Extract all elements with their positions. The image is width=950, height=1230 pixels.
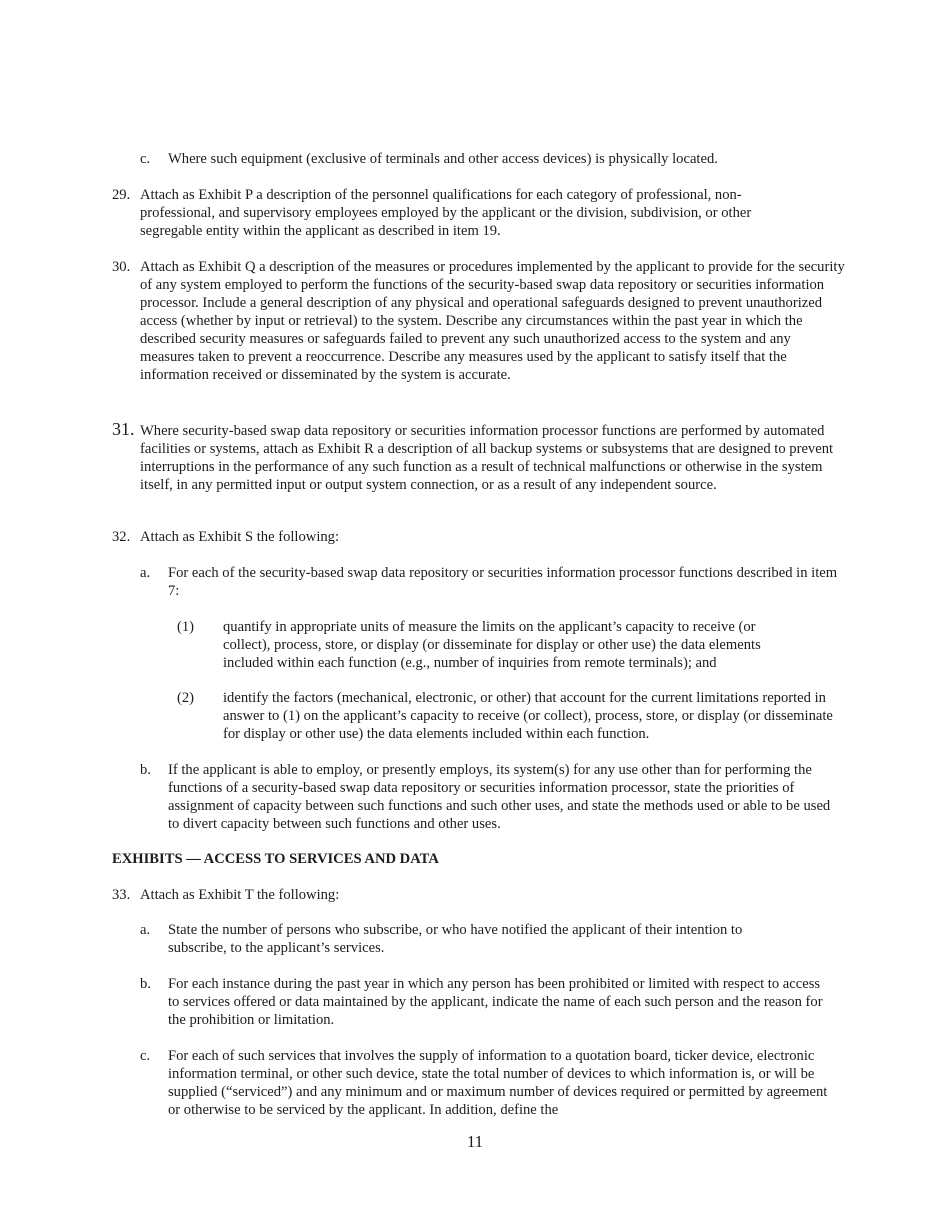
item-32a1-text: quantify in appropriate units of measure the limits on the applicant’s capacity to receive (or collect), process, store, or display (or disseminate for display or other use) the data elements included within each function (e.g., number of inquiries from remote terminals); and [223,619,761,671]
item-31-label: 31. [112,419,135,439]
item-32a2-label: (2) [177,690,195,706]
item-33c-label: c. [140,1048,151,1064]
item-33b-text: For each instance during the past year in which any person has been prohibited or limited with respect to access to services offered or data maintained by the applicant, indicate the name of each such person and the reason for the prohibition or limitation. [168,976,823,1028]
page-number: 11 [466,1132,484,1151]
item-32a1-label: (1) [177,619,195,635]
item-32-label: 32. [112,529,131,545]
item-32a-text: For each of the security-based swap data repository or securities information processor functions described in item 7: [168,565,838,599]
item-33b-label: b. [140,976,151,992]
item-31-text: Where security-based swap data repository or securities information processor functions are performed by automated facilities or systems, attach as Exhibit R a description of all backup systems or subsystems that are designed to prevent interruptions in the performance of any such function as a result of technical malfunctions or otherwise in the system itself, in any permitted input or output system connection, or as a result of any independent source. [140,423,834,493]
item-33-label: 33. [112,887,131,903]
item-33-text: Attach as Exhibit T the following: [140,887,340,903]
item-28c-text: Where such equipment (exclusive of terminals and other access devices) is physically located. [168,151,718,167]
item-28c-label: c. [140,151,151,167]
item-33a-label: a. [140,922,151,938]
item-33c-text: For each of such services that involves the supply of information to a quotation board, ticker device, electronic information terminal, or other such device, state the total number of devices to which information is, or will be supplied (“serviced”) and any minimum and or maximum number of devices required or permitted by agreement or otherwise to be serviced by the applicant. In addition, define the [168,1048,828,1118]
item-32a2-text: identify the factors (mechanical, electronic, or other) that account for the current limitations reported in answer to (1) on the applicant’s capacity to receive (or collect), process, store, or display (or disseminate for display or other use) the data elements included within each function. [223,690,833,742]
item-32b-text: If the applicant is able to employ, or presently employs, its system(s) for any use other than for performing the functions of a security-based swap data repository or securities information processor, state the priorities of assignment of capacity between such functions and such other uses, and state the methods used or able to be used to divert capacity between such functions and other uses. [168,762,831,832]
item-32a-label: a. [140,565,151,581]
item-30-label: 30. [112,259,131,275]
item-32b-label: b. [140,762,151,778]
item-30-text: Attach as Exhibit Q a description of the measures or procedures implemented by the applicant to provide for the security of any system employed to perform the functions of the security-based swap data repository or securities information processor. Include a general description of any physical and operational safeguards designed to prevent unauthorized access (whether by input or retrieval) to the system. Describe any circumstances within the past year in which the described security measures or safeguards failed to prevent any such unauthorized access to the system and any measures taken to prevent a reoccurrence. Describe any measures used by the applicant to satisfy itself that the information received or disseminated by the system is accurate. [140,259,845,383]
section-heading: EXHIBITS — ACCESS TO SERVICES AND DATA [112,851,439,867]
item-33a-text: State the number of persons who subscribe, or who have notified the applicant of their intention to subscribe, to the applicant’s services. [168,922,743,956]
item-32-text: Attach as Exhibit S the following: [140,529,340,545]
item-29-text: Attach as Exhibit P a description of the personnel qualifications for each category of professional, non-professional, and supervisory employees employed by the applicant or the division, subdivision, or other segregable entity within the applicant as described in item 19. [140,187,752,239]
item-29-label: 29. [112,187,131,203]
